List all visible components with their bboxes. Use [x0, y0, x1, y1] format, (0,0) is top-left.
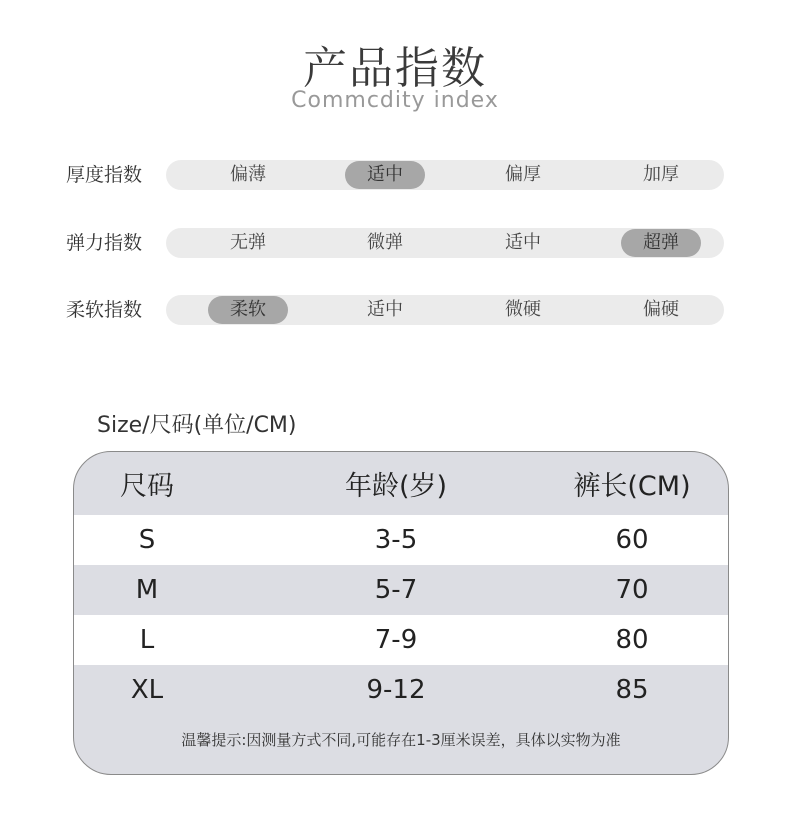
table-row: [74, 665, 728, 715]
table-cell: 70: [615, 575, 649, 605]
measurement-note: 温馨提示:因测量方式不同,可能存在1-3厘米误差，具体以实物为准: [181, 731, 621, 749]
table-cell: 9-12: [366, 675, 426, 705]
page-subtitle: Commcdity index: [291, 88, 499, 113]
index-label: 柔软指数: [66, 299, 143, 321]
index-track: [166, 295, 724, 325]
index-option: 无弹: [230, 232, 266, 253]
table-cell: 3-5: [374, 525, 418, 555]
table-cell: 5-7: [374, 575, 418, 605]
index-option-selected: 超弹: [621, 229, 701, 257]
index-row-thickness: [66, 160, 724, 190]
header-cell-length: 裤长(CM): [573, 471, 691, 502]
index-option: 加厚: [643, 164, 679, 185]
table-cell: L: [139, 625, 155, 655]
table-row: [74, 565, 728, 615]
size-table: [73, 451, 729, 775]
index-option: 偏薄: [230, 164, 266, 185]
index-track: [166, 228, 724, 258]
size-caption: Size/尺码(单位/CM): [97, 413, 297, 438]
header-cell-size: 尺码: [120, 471, 174, 502]
index-row-elasticity: [66, 228, 724, 258]
index-option-selected: 适中: [345, 161, 425, 189]
table-cell: M: [135, 575, 159, 605]
index-label: 厚度指数: [66, 164, 143, 186]
index-option-selected: 柔软: [208, 296, 288, 324]
index-option: 适中: [367, 299, 403, 320]
index-option: 偏硬: [643, 299, 679, 320]
size-table-header: [74, 452, 728, 515]
index-option: 适中: [505, 232, 541, 253]
index-row-softness: [66, 295, 724, 325]
index-option: 偏厚: [505, 164, 541, 185]
table-cell: 80: [615, 625, 649, 655]
index-option: 微弹: [367, 232, 403, 253]
table-cell: XL: [130, 675, 164, 705]
table-cell: 85: [615, 675, 649, 705]
table-row: [74, 515, 728, 565]
page-title: 产品指数: [303, 43, 487, 94]
index-option: 微硬: [505, 299, 541, 320]
index-track: [166, 160, 724, 190]
table-row: [74, 615, 728, 665]
index-label: 弹力指数: [66, 232, 143, 254]
table-cell: 60: [615, 525, 649, 555]
table-cell: S: [138, 525, 156, 555]
table-cell: 7-9: [374, 625, 418, 655]
header-cell-age: 年龄(岁): [344, 471, 448, 502]
